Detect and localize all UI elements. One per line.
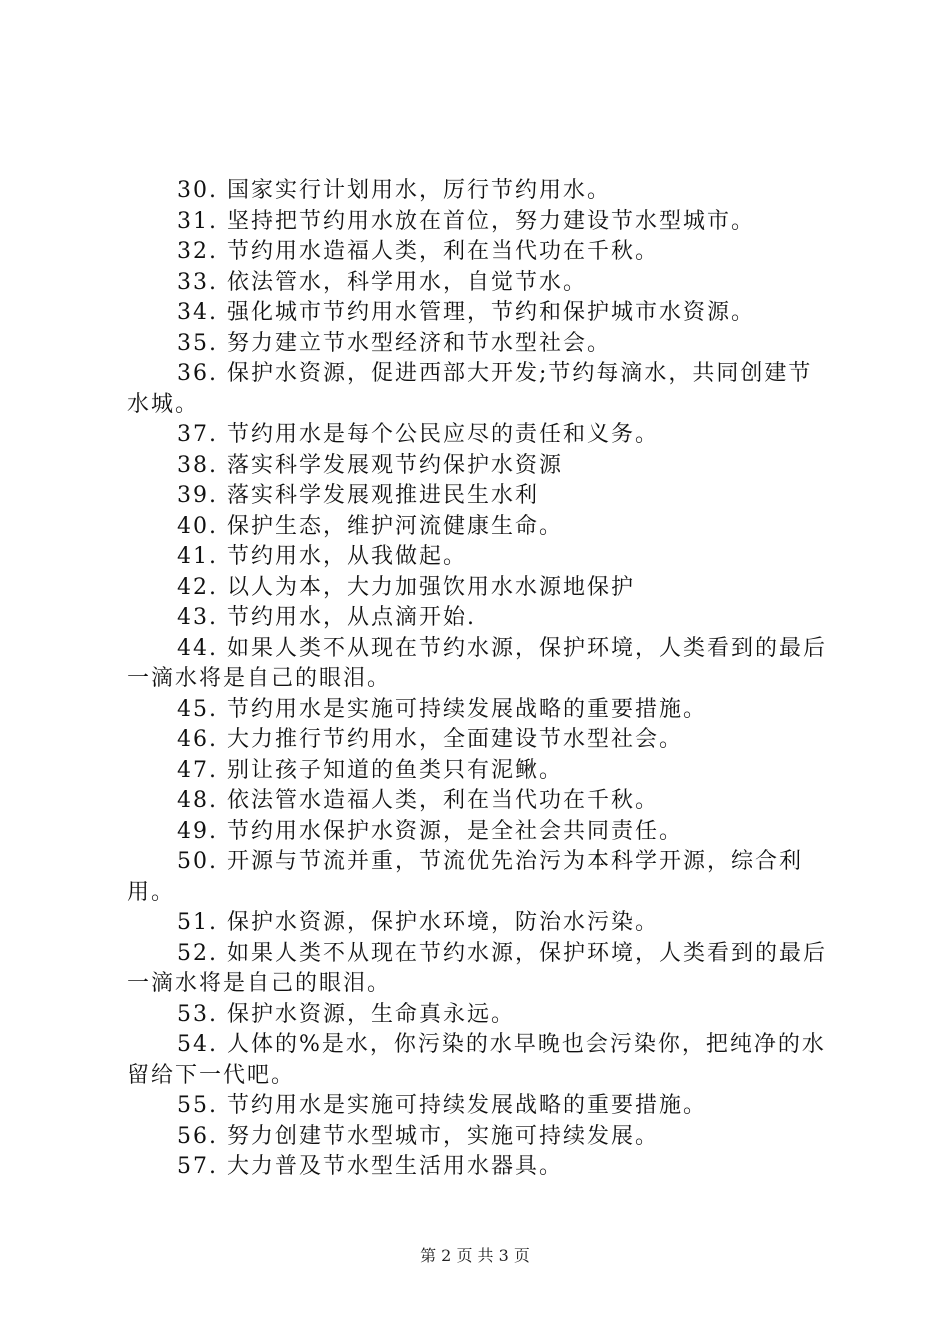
list-item: 54. 人体的%是水，你污染的水早晚也会污染你，把纯净的水留给下一代吧。	[127, 1032, 826, 1088]
slogan-list	[127, 176, 833, 1183]
list-item: 38. 落实科学发展观节约保护水资源	[177, 452, 563, 478]
page-footer: 第 2 页 共 3 页	[420, 1246, 530, 1265]
list-item: 49. 节约用水保护水资源，是全社会共同责任。	[177, 818, 683, 844]
list-item: 56. 努力创建节水型城市，实施可持续发展。	[177, 1123, 659, 1149]
list-item: 47. 别让孩子知道的鱼类只有泥鳅。	[177, 757, 563, 783]
list-item: 44. 如果人类不从现在节约水源，保护环境，人类看到的最后一滴水将是自己的眼泪。	[127, 635, 827, 691]
list-item: 30. 国家实行计划用水，厉行节约用水。	[177, 178, 611, 203]
list-item: 40. 保护生态，维护河流健康生命。	[177, 513, 563, 539]
list-item: 55. 节约用水是实施可持续发展战略的重要措施。	[177, 1093, 707, 1118]
list-item: 34. 强化城市节约用水管理，节约和保护城市水资源。	[177, 300, 755, 325]
list-item: 43. 节约用水，从点滴开始.	[177, 605, 476, 630]
list-item: 37. 节约用水是每个公民应尽的责任和义务。	[177, 422, 659, 447]
list-item: 42. 以人为本，大力加强饮用水水源地保护	[177, 574, 635, 600]
list-item: 33. 依法管水，科学用水，自觉节水。	[177, 269, 587, 295]
list-item: 50. 开源与节流并重，节流优先治污为本科学开源，综合利用。	[127, 849, 803, 905]
list-item: 36. 保护水资源，促进西部大开发;节约每滴水，共同创建节水城。	[127, 361, 813, 417]
list-item: 51. 保护水资源，保护水环境，防治水污染。	[177, 910, 659, 935]
list-item: 53. 保护水资源，生命真永远。	[177, 1001, 515, 1027]
list-item: 46. 大力推行节约用水，全面建设节水型社会。	[177, 727, 683, 752]
list-item: 45. 节约用水是实施可持续发展战略的重要措施。	[177, 696, 707, 722]
list-item: 48. 依法管水造福人类，利在当代功在千秋。	[177, 788, 659, 813]
list-item: 39. 落实科学发展观推进民生水利	[177, 483, 539, 508]
list-item: 35. 努力建立节水型经济和节水型社会。	[177, 330, 611, 356]
list-item: 57. 大力普及节水型生活用水器具。	[177, 1154, 563, 1179]
list-item: 41. 节约用水，从我做起。	[177, 544, 467, 569]
list-item: 52. 如果人类不从现在节约水源，保护环境，人类看到的最后一滴水将是自己的眼泪。	[127, 940, 827, 996]
list-item: 32. 节约用水造福人类，利在当代功在千秋。	[177, 239, 659, 264]
list-item: 31. 坚持把节约用水放在首位，努力建设节水型城市。	[177, 208, 755, 234]
